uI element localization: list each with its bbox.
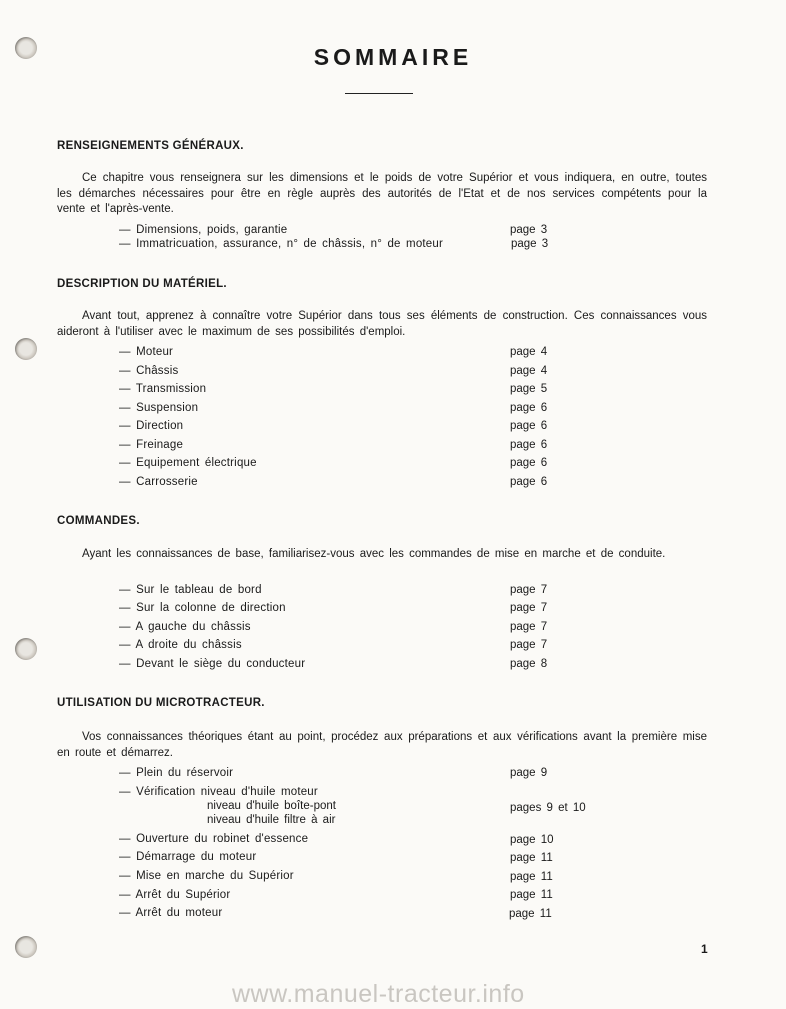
section-intro-commandes: Ayant les connaissances de base, familiarisez-vous avec les commandes de mise en marche et de conduite. (82, 548, 666, 560)
section-intro-materiel: Avant tout, apprenez à connaître votre Supérior dans tous ses éléments de construction. Ces connaissances vous aideront à l'utiliser avec le maximum de ses possibilités d'emploi. (57, 310, 707, 338)
toc-entry-page: page 6 (510, 402, 548, 414)
toc-entry-page: page 7 (510, 621, 548, 633)
toc-entry: — Freinage (119, 439, 184, 451)
toc-entry: — Arrêt du moteur (119, 907, 223, 919)
toc-entry: — Ouverture du robinet d'essence (119, 833, 309, 845)
toc-sub-entry: niveau d'huile filtre à air (207, 814, 336, 826)
toc-entry-page: page 8 (510, 658, 548, 670)
title-underline (345, 93, 413, 94)
watermark: www.manuel-tracteur.info (232, 980, 525, 1008)
toc-entry: — Suspension (119, 402, 199, 414)
toc-entry-page: page 7 (510, 584, 548, 596)
toc-entry-page: page 9 (510, 767, 548, 779)
toc-entry-page: page 6 (510, 439, 548, 451)
section-intro-general: Ce chapitre vous renseignera sur les dimensions et le poids de votre Supérior et vous indiquera, en outre, toutes les démarches nécessaires pour être en règle auprès des autorités de l'Etat et de nos services compétents pour la vente et l'après-vente. (57, 172, 707, 215)
toc-entry: — Démarrage du moteur (119, 851, 257, 863)
toc-entry: — Dimensions, poids, garantie (119, 224, 288, 236)
toc-entry-page: page 3 (511, 238, 549, 250)
toc-entry: — Plein du réservoir (119, 767, 234, 779)
binder-hole-2 (15, 338, 37, 360)
toc-entry: — Arrêt du Supérior (119, 889, 231, 901)
toc-entry-page: page 5 (510, 383, 548, 395)
page-title: SOMMAIRE (313, 44, 473, 70)
toc-entry: — A droite du châssis (119, 639, 242, 651)
toc-entry: — Vérification niveau d'huile moteur (119, 786, 318, 798)
toc-entry-page: page 11 (510, 871, 553, 883)
toc-entry-page: page 6 (510, 476, 548, 488)
toc-entry: — Immatricuation, assurance, n° de châssis, n° de moteur (119, 238, 444, 250)
section-heading-utilisation: UTILISATION DU MICROTRACTEUR. (57, 697, 265, 709)
binder-hole-4 (15, 936, 37, 958)
toc-entry-page: page 4 (510, 346, 548, 358)
toc-entry-page: page 11 (510, 852, 553, 864)
toc-entry: — Mise en marche du Supérior (119, 870, 294, 882)
toc-entry: — Equipement électrique (119, 457, 257, 469)
toc-entry: — A gauche du châssis (119, 621, 251, 633)
toc-entry-page: pages 9 et 10 (510, 802, 586, 814)
toc-entry: — Devant le siège du conducteur (119, 658, 306, 670)
toc-entry-page: page 4 (510, 365, 548, 377)
toc-entry-page: page 7 (510, 602, 548, 614)
toc-sub-entry: niveau d'huile boîte-pont (207, 800, 336, 812)
toc-entry-page: page 6 (510, 457, 548, 469)
toc-entry-page: page 11 (510, 889, 553, 901)
toc-entry: — Moteur (119, 346, 174, 358)
section-heading-materiel: DESCRIPTION DU MATÉRIEL. (57, 278, 227, 290)
toc-entry: — Sur la colonne de direction (119, 602, 286, 614)
toc-entry-page: page 3 (510, 224, 548, 236)
toc-entry: — Transmission (119, 383, 207, 395)
section-heading-general: RENSEIGNEMENTS GÉNÉRAUX. (57, 140, 244, 152)
toc-entry-page: page 6 (510, 420, 548, 432)
toc-entry-page: page 11 (509, 908, 552, 920)
toc-entry: — Sur le tableau de bord (119, 584, 262, 596)
toc-entry: — Châssis (119, 365, 179, 377)
binder-hole-3 (15, 638, 37, 660)
toc-entry-page: page 7 (510, 639, 548, 651)
section-heading-commandes: COMMANDES. (57, 515, 140, 527)
toc-entry: — Carrosserie (119, 476, 198, 488)
toc-entry: — Direction (119, 420, 184, 432)
toc-entry-page: page 10 (510, 834, 554, 846)
section-intro-utilisation: Vos connaissances théoriques étant au point, procédez aux préparations et aux vérifications avant la première mise en route et démarrez. (57, 731, 707, 759)
page-number: 1 (701, 942, 708, 956)
